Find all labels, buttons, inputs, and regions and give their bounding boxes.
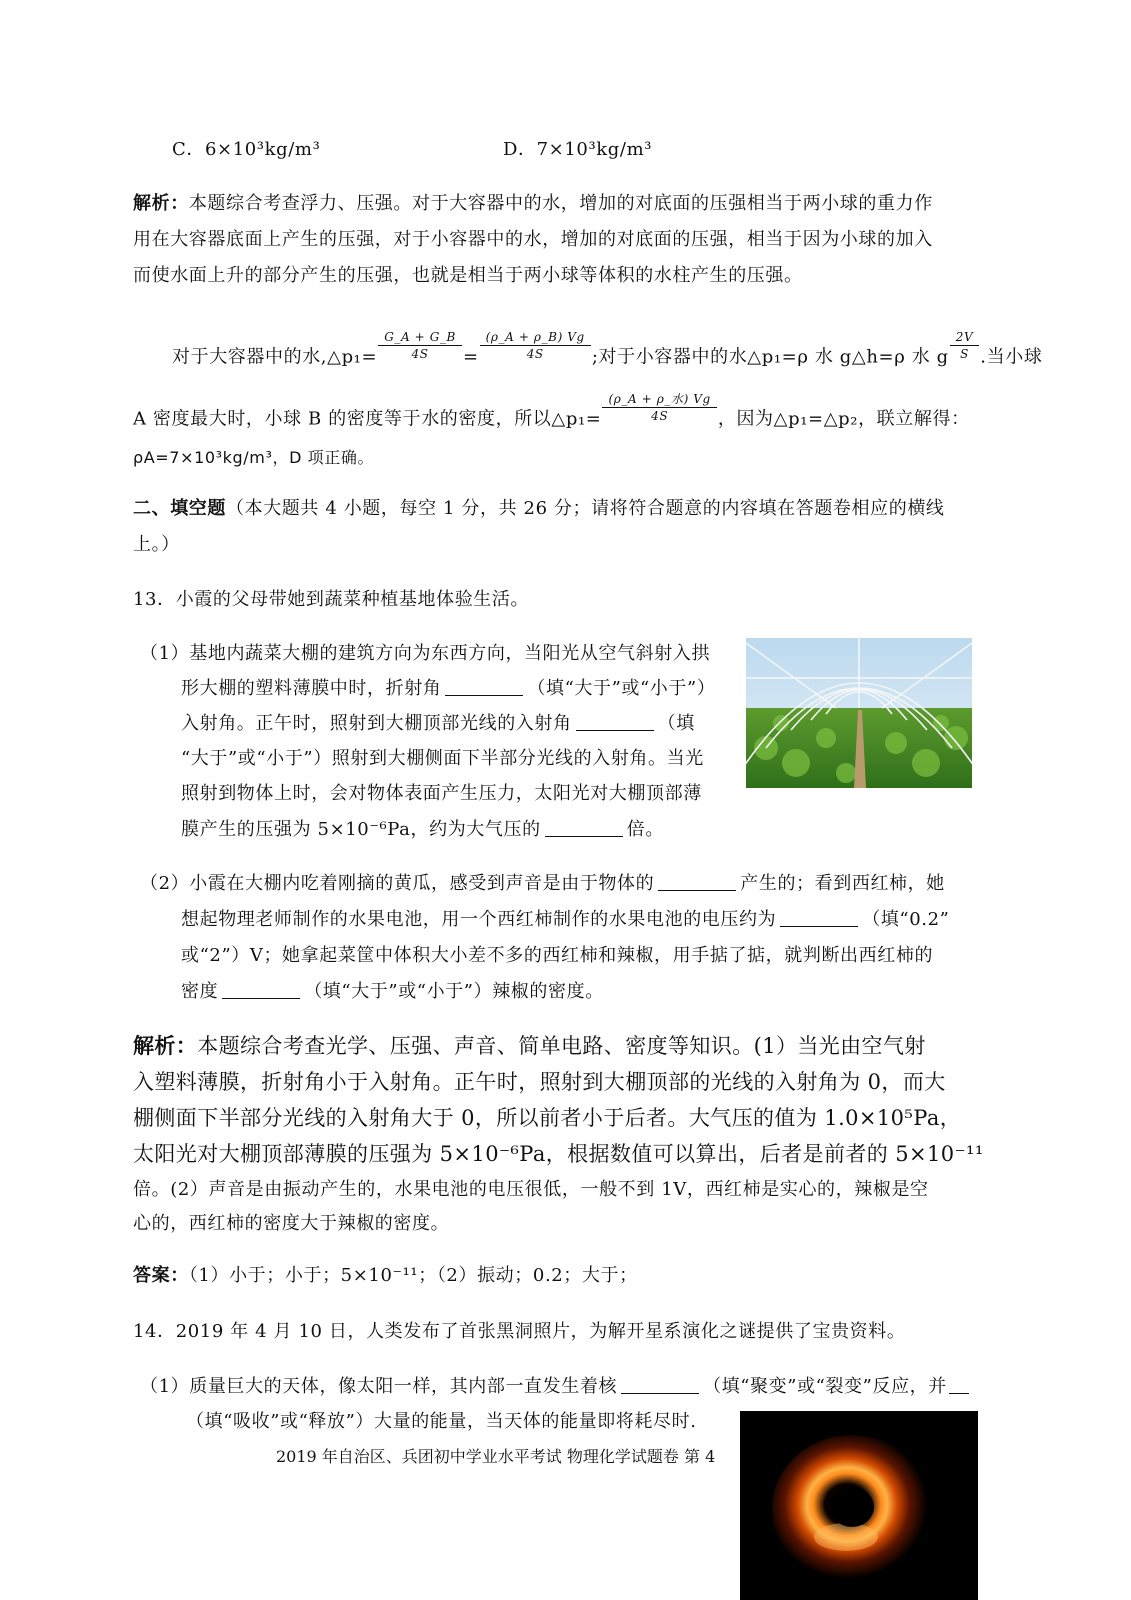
q13-p2-line-1: （2）小霞在大棚内吃着刚摘的黄瓜，感受到声音是由于物体的 产生的；看到西红柿，她 [140, 873, 945, 894]
q13-answer: 答案：（1）小于；小于；5×10⁻¹¹；（2）振动；0.2；大于； [133, 1265, 638, 1286]
section-2-desc-cont: 上。） [133, 534, 180, 555]
answer-label: 答案： [133, 1265, 189, 1286]
q13-p2-line-3: 或“2”）V；她拿起菜筐中体积大小差不多的西红柿和辣椒，用手掂了掂，就判断出西红柿的 [181, 945, 934, 966]
analysis-label: 解析： [133, 193, 189, 214]
q13-analysis-line-3: 棚侧面下半部分光线的入射角大于 0，所以前者小于后者。大气压的值为 1.0×10⁵Pa， [133, 1106, 962, 1130]
q13-p1-line-2: 形大棚的塑料薄膜中时，折射角 （填“大于”或“小于”） [181, 678, 716, 699]
q13-p2-line-4: 密度 （填“大于”或“小于”）辣椒的密度。 [181, 981, 604, 1002]
answer-blank[interactable] [621, 1375, 699, 1394]
fraction-2: $\frac{(\rho\_A + \rho\_B) Vg}{4S}$ [480, 329, 591, 362]
option-c: C．6×10³kg/m³ [172, 139, 321, 160]
answer-blank[interactable] [576, 712, 654, 731]
q13-p1-line-1: （1）基地内蔬菜大棚的建筑方向为东西方向，当阳光从空气斜射入拱 [140, 643, 711, 664]
q13-p2-line-2: 想起物理老师制作的水果电池，用一个西红柿制作的水果电池的电压约为 （填“0.2” [181, 909, 950, 930]
analysis-label: 解析： [133, 1033, 198, 1058]
q14-p1-line-2: （填“吸收”或“释放”）大量的能量，当天体的能量即将耗尽时. [186, 1411, 697, 1432]
fraction-3: $\frac{2V}{S}$ [950, 329, 980, 362]
option-d: D．7×10³kg/m³ [503, 139, 653, 160]
fraction-4: $\frac{\text{(ρ\_A + ρ\_水) Vg}}{4S}$ [602, 391, 716, 424]
answer-blank[interactable] [780, 908, 858, 927]
section-title: 二、填空题 [133, 498, 226, 519]
q13-p1-line-5: 照射到物体上时，会对物体表面产生压力，太阳光对大棚顶部薄 [181, 783, 702, 804]
analysis-12-line-6: ρA=7×10³kg/m³，D 项正确。 [133, 448, 375, 467]
answer-blank[interactable] [445, 677, 523, 696]
q13-analysis-line-2: 入塑料薄膜，折射角小于入射角。正午时，照射到大棚顶部的光线的入射角为 0，而大 [133, 1070, 946, 1094]
fraction-1: $\frac{G\_A + G\_B}{4S}$ [378, 329, 462, 362]
section-2-header: 二、填空题（本大题共 4 小题，每空 1 分，共 26 分；请将符合题意的内容填在答题卷相应的横线 [133, 498, 945, 519]
analysis-12-line-3: 而使水面上升的部分产生的压强，也就是相当于两小球等体积的水柱产生的压强。 [133, 265, 803, 286]
q13-analysis-line-1: 解析：本题综合考查光学、压强、声音、简单电路、密度等知识。(1）当光由空气射 [133, 1033, 926, 1058]
analysis-12-line-5: A 密度最大时，小球 B 的密度等于水的密度，所以△p₁= $\frac{\text{(ρ\_A + ρ\_水) Vg}}{4S}$ ，因为△p₁=△p₂，联立解得： [133, 392, 970, 430]
analysis-12-formula-line: 对于大容器中的水,△p₁= $\frac{G\_A + G\_B}{4S}$ = $\frac{(\rho\_A + \rho\_B) Vg}{4S}$ ;对于小容器中的水△p₁=ρ 水 g△h=ρ 水 g $\frac{2V}{S}$ .当小球 [172, 330, 1043, 368]
page-footer: 2019 年自治区、兵团初中学业水平考试 物理化学试题卷 第 4 [276, 1447, 716, 1466]
q13-p1-line-6: 膜产生的压强为 5×10⁻⁶Pa，约为大气压的 倍。 [181, 819, 664, 840]
greenhouse-photo [746, 638, 972, 788]
answer-blank[interactable] [222, 980, 300, 999]
analysis-12-line-1: 解析：本题综合考查浮力、压强。对于大容器中的水，增加的对底面的压强相当于两小球的重力作 [133, 193, 933, 214]
answer-blank[interactable] [949, 1375, 969, 1394]
analysis-12-line-2: 用在大容器底面上产生的压强，对于小容器中的水，增加的对底面的压强，相当于因为小球的加入 [133, 229, 933, 250]
q13-stem: 13．小霞的父母带她到蔬菜种植基地体验生活。 [133, 589, 530, 610]
q14-stem: 14．2019 年 4 月 10 日，人类发布了首张黑洞照片，为解开星系演化之谜提供了宝贵资料。 [133, 1321, 906, 1342]
q13-analysis-line-5: 倍。(2）声音是由振动产生的，水果电池的电压很低，一般不到 1V，西红柿是实心的，辣椒是空 [133, 1179, 929, 1200]
q13-p1-line-3: 入射角。正午时，照射到大棚顶部光线的入射角 （填 [181, 713, 695, 734]
answer-blank[interactable] [545, 818, 623, 837]
answer-blank[interactable] [658, 872, 736, 891]
q13-analysis-line-4: 太阳光对大棚顶部薄膜的压强为 5×10⁻⁶Pa，根据数值可以算出，后者是前者的 5×10⁻¹¹ [133, 1142, 984, 1166]
black-hole-photo [740, 1411, 978, 1600]
q13-analysis-line-6: 心的，西红柿的密度大于辣椒的密度。 [133, 1213, 450, 1234]
q14-p1-line-1: （1）质量巨大的天体，像太阳一样，其内部一直发生着核 （填“聚变”或“裂变”反应，并 [140, 1374, 969, 1400]
q13-p1-line-4: “大于”或“小于”）照射到大棚侧面下半部分光线的入射角。当光 [181, 748, 704, 769]
